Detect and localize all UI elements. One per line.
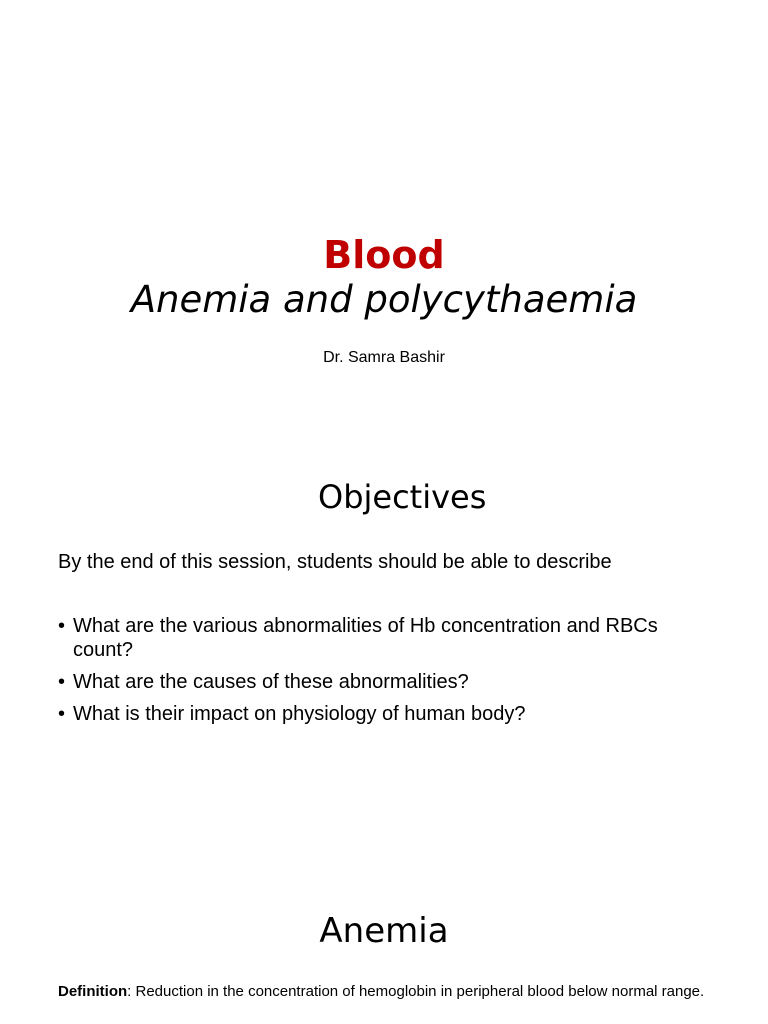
author-name: Dr. Samra Bashir bbox=[323, 349, 445, 366]
definition-label: Definition bbox=[58, 983, 128, 1000]
slide-title: Blood bbox=[323, 233, 445, 277]
list-item: • What are the various abnormalities of Hb concentration and RBCs count? bbox=[58, 614, 698, 662]
slide-subtitle: Anemia and polycythaemia bbox=[130, 278, 638, 321]
definition-text: : Reduction in the concentration of hemoglobin in peripheral blood below normal range. bbox=[127, 983, 705, 1000]
objectives-list bbox=[58, 614, 698, 734]
anemia-heading: Anemia bbox=[319, 911, 449, 951]
list-item: • What is their impact on physiology of human body? bbox=[58, 702, 698, 726]
objectives-heading: Objectives bbox=[318, 478, 487, 516]
anemia-definition bbox=[58, 982, 718, 1002]
objectives-intro: By the end of this session, students should be able to describe bbox=[58, 551, 612, 573]
list-item: • What are the causes of these abnormalities? bbox=[58, 670, 698, 694]
